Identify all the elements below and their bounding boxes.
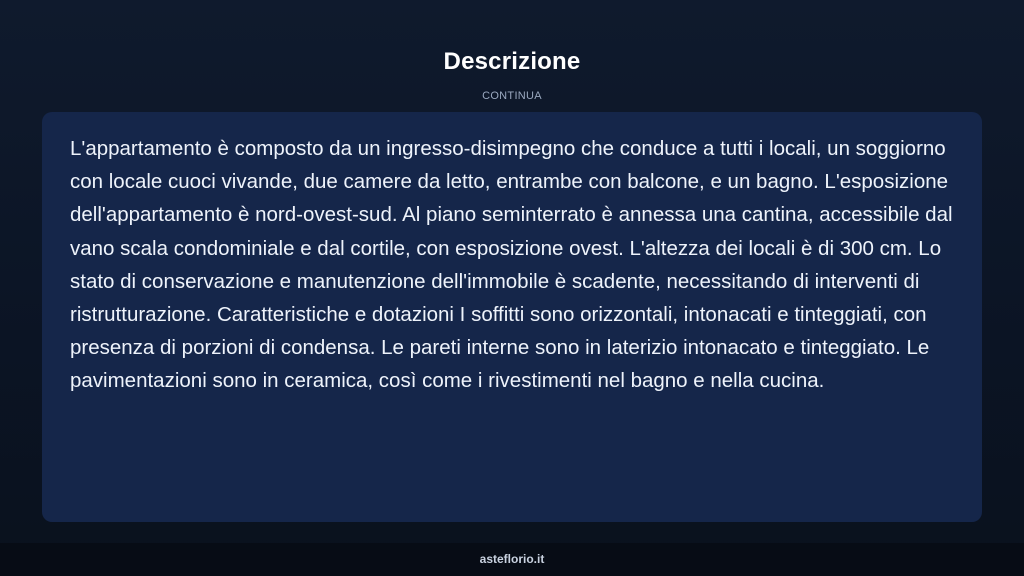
continua-label: CONTINUA (482, 90, 542, 102)
description-card (42, 112, 982, 522)
page-title: Descrizione (443, 48, 581, 75)
footer-bar (0, 543, 1024, 576)
site-name: asteflorio.it (479, 552, 545, 566)
description-text: L'appartamento è composto da un ingresso-disimpegno che conduce a tutti i locali, un soggiorno con locale cuoci vivande, due camere da letto, entrambe con balcone, e un bagno. L'esposizione dell'appartamento è nord-ovest-sud. Al piano seminterrato è annessa una cantina, accessibile dal vano scala condominiale e dal cortile, con esposizione ovest. L'altezza dei locali è di 300 cm. Lo stato di conservazione e manutenzione dell'immobile è scadente, necessitando di interventi di ristrutturazione. Caratteristiche e dotazioni I soffitti sono orizzontali, intonacati e tinteggiati, con presenza di porzioni di condensa. Le pareti interne sono in laterizio intonacato e tinteggiato. Le pavimentazioni sono in ceramica, così come i rivestimenti nel bagno e nella cucina. (70, 137, 953, 393)
header (0, 0, 1024, 112)
